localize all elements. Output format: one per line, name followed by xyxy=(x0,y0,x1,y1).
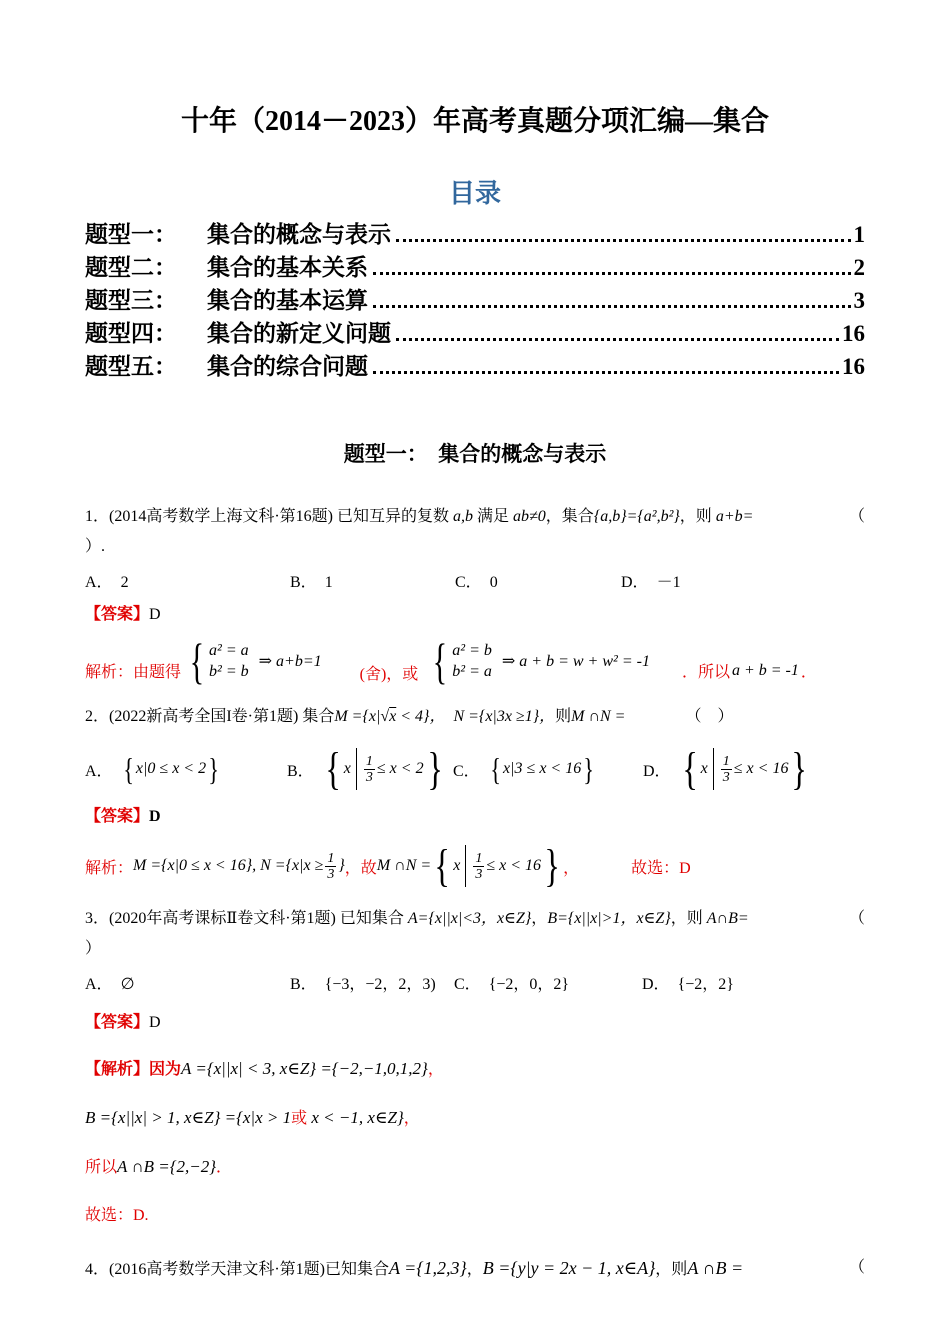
math-inline: x|0 ≤ x < 2 xyxy=(135,760,207,777)
math-inline: } xyxy=(338,857,345,874)
answer-label: 【答案】 xyxy=(85,606,150,623)
answer-paren-open: （ xyxy=(848,508,865,525)
table-of-contents xyxy=(85,218,865,383)
brace-icon: } xyxy=(544,840,560,891)
toc-heading: 目录 xyxy=(448,179,501,208)
option-a xyxy=(85,753,287,785)
option-d xyxy=(642,972,734,998)
toc-entry[interactable] xyxy=(85,251,865,284)
question-3-solution-line-4 xyxy=(85,1201,865,1231)
math-inline: a + b = -1 xyxy=(731,662,799,679)
option-text: －1 xyxy=(656,574,681,591)
page-title: 十年（2014－2023）年高考真题分项汇编—集合 xyxy=(180,106,769,137)
set-divider xyxy=(713,748,714,790)
set-expression xyxy=(488,753,597,785)
option-label: B． xyxy=(287,762,314,780)
toc-entry-label: 题型三： xyxy=(85,288,177,313)
option-text: 0 xyxy=(489,574,498,591)
brace-icon: } xyxy=(791,743,808,794)
option-d xyxy=(643,743,811,794)
option-text: {−2，0，2} xyxy=(488,976,570,993)
toc-entry-label: 题型二： xyxy=(85,255,177,280)
answer-value: D xyxy=(149,808,161,825)
question-1-answer xyxy=(85,602,865,628)
math-inline: ⇒ a+b=1 xyxy=(258,653,322,670)
math-inline: A ={x||x| < 3, x∈Z} ={−2,−1,0,1,2} xyxy=(181,1059,428,1078)
toc-entry[interactable] xyxy=(85,218,865,251)
toc-dot-leader xyxy=(373,305,851,308)
option-b xyxy=(287,743,453,794)
math-inline: M ={x| xyxy=(334,708,381,725)
option-text: 2 xyxy=(120,574,129,591)
brace-icon: } xyxy=(208,751,220,787)
stem-text: ，则 xyxy=(670,910,707,927)
option-label: C． xyxy=(455,574,482,591)
question-3-solution-line-2 xyxy=(85,1103,865,1134)
math-inline: ab≠0 xyxy=(513,508,546,525)
fraction-numerator: 1 xyxy=(475,850,483,866)
question-1-stem xyxy=(85,502,865,532)
math-inline: a+b= xyxy=(715,508,754,525)
option-label: C． xyxy=(454,976,481,993)
toc-page-number: 3 xyxy=(853,288,865,313)
option-c xyxy=(454,972,642,998)
brace-icon: } xyxy=(583,751,595,787)
math-inline: b² = a xyxy=(452,663,492,680)
math-inline: x|3 ≤ x < 16 xyxy=(503,760,582,777)
brace-icon: { xyxy=(189,633,205,689)
fraction-denominator: 3 xyxy=(722,769,730,785)
toc-entry-title: 集合的概念与表示 xyxy=(207,222,391,247)
set-expression xyxy=(431,840,563,891)
answer-paren-open: （ xyxy=(848,1259,865,1276)
solution-text: ， xyxy=(344,859,361,877)
option-a xyxy=(85,570,290,596)
stem-text: 满足 xyxy=(473,508,514,525)
solution-text: ． xyxy=(800,664,817,681)
brace-icon: { xyxy=(325,743,341,794)
option-text: {−3，−2，2，3) xyxy=(324,976,436,993)
solution-choose: 故选：D xyxy=(631,859,691,877)
math-inline: N ={x|3x ≥1}， xyxy=(437,708,556,725)
option-label: C． xyxy=(453,762,480,780)
question-1-options xyxy=(85,570,865,596)
answer-value: D xyxy=(149,1014,161,1031)
answer-paren-open: （ xyxy=(848,910,865,927)
toc-entry-label: 题型一： xyxy=(85,222,177,247)
answer-paren-pair: （ ） xyxy=(685,708,734,725)
question-2-options xyxy=(85,740,865,798)
question-4-stem xyxy=(85,1251,865,1287)
stem-text: ，则 xyxy=(679,508,716,525)
solution-text: ， xyxy=(427,1061,444,1078)
option-label: D． xyxy=(621,574,649,591)
toc-entry-title: 集合的综合问题 xyxy=(207,354,368,379)
math-inline: x xyxy=(389,708,397,725)
option-text: ∅ xyxy=(120,976,135,993)
math-inline: x < −1, x∈Z} xyxy=(307,1108,404,1127)
toc-page-number: 16 xyxy=(842,354,865,379)
option-label: D． xyxy=(643,762,671,780)
set-expression xyxy=(121,753,222,785)
fraction-numerator: 1 xyxy=(722,753,730,769)
option-text: {−2，2} xyxy=(677,976,734,993)
option-label: A． xyxy=(85,762,113,780)
math-inline: < 4}， xyxy=(396,708,438,725)
radical-icon: √ xyxy=(380,708,390,725)
set-expression xyxy=(679,743,811,794)
equation-case-system-1 xyxy=(185,633,322,689)
question-4 xyxy=(85,1251,865,1287)
math-inline: A={x||x|<3，x∈Z} xyxy=(407,910,532,927)
set-divider xyxy=(465,845,466,887)
set-expression xyxy=(322,743,446,794)
question-3-solution-line-3 xyxy=(85,1152,865,1183)
toc-page-number: 2 xyxy=(853,255,865,280)
brace-icon: { xyxy=(122,751,134,787)
fraction-numerator: 1 xyxy=(365,753,373,769)
solution-text: (舍)，或 xyxy=(359,666,419,683)
question-3-stem xyxy=(85,904,865,934)
question-3 xyxy=(85,904,865,1231)
question-2-stem xyxy=(85,702,865,732)
solution-choose: 故选：D. xyxy=(85,1207,149,1224)
toc-entry[interactable] xyxy=(85,317,865,350)
math-inline: a² = b xyxy=(452,642,492,659)
question-3-answer xyxy=(85,1010,865,1036)
math-inline: B ={y|y = 2x − 1, x∈A} xyxy=(482,1258,656,1278)
fraction-numerator: 1 xyxy=(327,850,335,866)
toc-dot-leader xyxy=(373,371,839,374)
math-inline: ≤ x < 16 xyxy=(486,857,542,874)
toc-page-number: 16 xyxy=(842,321,865,346)
math-inline: x xyxy=(700,760,708,777)
answer-value: D xyxy=(149,606,161,623)
stem-text: ，则 xyxy=(655,1261,688,1278)
math-inline: {a,b}={a²,b²} xyxy=(593,508,680,525)
option-c xyxy=(455,570,621,596)
option-label: A． xyxy=(85,976,113,993)
toc-entry-title: 集合的基本关系 xyxy=(207,255,368,280)
option-c xyxy=(453,753,643,785)
math-inline: B ={x||x| > 1, x∈Z} ={x|x > 1 xyxy=(85,1108,292,1127)
option-label: B． xyxy=(290,574,317,591)
brace-icon: } xyxy=(426,743,443,794)
math-inline: a,b xyxy=(453,508,473,525)
equation-case-system-2 xyxy=(428,633,650,689)
case-equations xyxy=(209,640,249,682)
fraction-denominator: 3 xyxy=(327,866,335,882)
math-inline: A ={1,2,3} xyxy=(389,1258,467,1278)
solution-text: 所以 xyxy=(85,1159,118,1176)
math-inline: B={x||x|>1，x∈Z} xyxy=(547,910,671,927)
solution-text: ． xyxy=(216,1159,233,1176)
answer-paren-close: ）. xyxy=(85,538,106,555)
solution-lead: 解析： xyxy=(85,859,134,877)
section-heading: 题型一： 集合的概念与表示 xyxy=(343,442,607,466)
fraction-denominator: 3 xyxy=(365,769,373,785)
toc-entry-title: 集合的基本运算 xyxy=(207,288,368,313)
toc-entry-label: 题型五： xyxy=(85,354,177,379)
math-inline: ⇒ a + b = w + w² = -1 xyxy=(501,653,650,670)
stem-text: 2．(2022新高考全国I卷·第1题) 集合 xyxy=(85,708,335,725)
stem-text: ，集合 xyxy=(545,508,594,525)
option-b xyxy=(290,570,455,596)
stem-text: 则 xyxy=(555,708,572,725)
option-b xyxy=(290,972,454,998)
option-a xyxy=(85,972,290,998)
stem-text: ， xyxy=(531,910,548,927)
fraction xyxy=(364,754,375,785)
math-inline: b² = b xyxy=(209,663,249,680)
question-3-solution-line-1 xyxy=(85,1054,865,1085)
option-label: B． xyxy=(290,976,317,993)
math-inline: A ∩B ={2,−2} xyxy=(117,1157,217,1176)
question-2-answer xyxy=(85,804,865,830)
case-equations xyxy=(452,640,492,682)
option-d xyxy=(621,570,681,596)
math-inline: M ={x|0 ≤ x < 16}, N ={x|x ≥ xyxy=(133,857,324,874)
option-label: D． xyxy=(642,976,670,993)
brace-icon: { xyxy=(489,751,501,787)
answer-label: 【答案】 xyxy=(85,1014,150,1031)
math-inline: a² = a xyxy=(209,642,249,659)
solution-lead: 解析：由题得 xyxy=(85,664,182,681)
brace-icon: { xyxy=(434,840,450,891)
brace-icon: { xyxy=(681,743,698,794)
solution-text: ， xyxy=(403,1110,420,1127)
math-inline: x xyxy=(343,760,351,777)
solution-lead: 【解析】因为 xyxy=(85,1061,182,1078)
question-1 xyxy=(85,502,865,689)
stem-text: ， xyxy=(466,1261,483,1278)
math-inline: ≤ x < 16 xyxy=(733,760,789,777)
toc-entry[interactable] xyxy=(85,350,865,383)
toc-entry-label: 题型四： xyxy=(85,321,177,346)
question-1-solution xyxy=(85,633,865,689)
fraction xyxy=(721,754,732,785)
option-text: 1 xyxy=(324,574,333,591)
option-label: A． xyxy=(85,574,113,591)
question-2 xyxy=(85,702,865,892)
toc-dot-leader xyxy=(373,272,851,275)
math-inline: ≤ x < 2 xyxy=(376,760,424,777)
fraction xyxy=(473,851,484,882)
set-divider xyxy=(356,748,357,790)
stem-text: 1．(2014高考数学上海文科·第16题) 已知互异的复数 xyxy=(85,508,453,525)
toc-page-number: 1 xyxy=(853,222,865,247)
fraction-denominator: 3 xyxy=(475,866,483,882)
brace-icon: { xyxy=(433,633,448,689)
toc-entry-title: 集合的新定义问题 xyxy=(207,321,391,346)
math-inline: x xyxy=(453,857,461,874)
math-inline: A∩B= xyxy=(706,910,749,927)
answer-label: 【答案】 xyxy=(85,808,150,825)
fraction xyxy=(325,851,336,882)
answer-paren-close: ） xyxy=(85,940,102,957)
question-2-solution xyxy=(85,840,865,892)
stem-text: 4．(2016高考数学天津文科·第1题)已知集合 xyxy=(85,1261,389,1278)
toc-dot-leader xyxy=(396,338,839,341)
question-3-options xyxy=(85,972,865,998)
solution-text: 故 xyxy=(360,859,377,877)
toc-entry[interactable] xyxy=(85,284,865,317)
math-inline: A ∩B = xyxy=(687,1258,744,1278)
solution-text: ， xyxy=(563,859,580,877)
stem-text: 3．(2020年高考课标Ⅱ卷文科·第1题) 已知集合 xyxy=(85,910,408,927)
solution-text: ．所以 xyxy=(681,664,730,681)
solution-text: 或 xyxy=(291,1110,308,1127)
math-inline: M ∩N = xyxy=(376,857,432,874)
toc-dot-leader xyxy=(396,239,851,242)
math-inline: M ∩N = xyxy=(571,708,626,725)
